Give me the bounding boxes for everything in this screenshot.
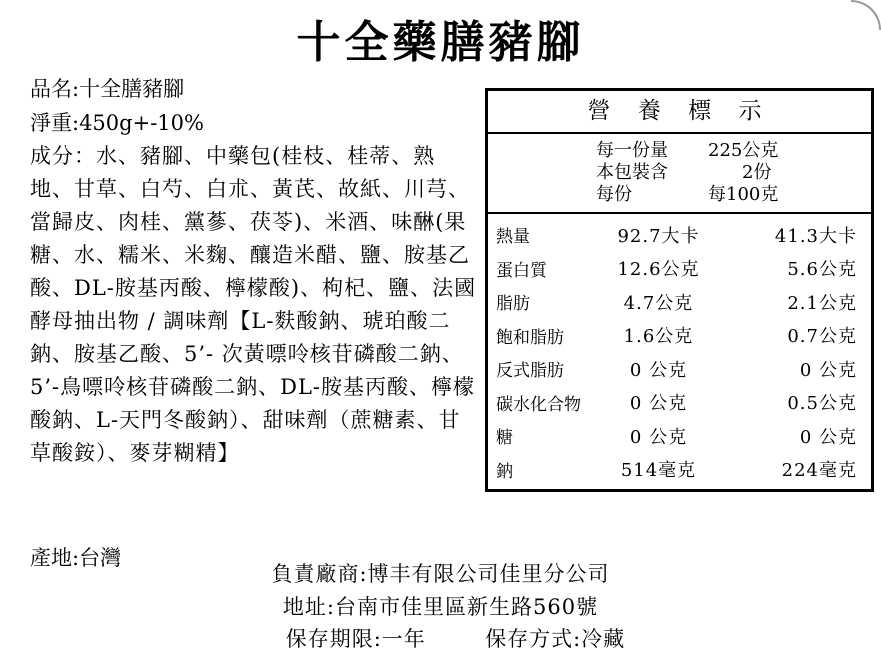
storage-method: 保存方式:冷藏 <box>485 627 626 651</box>
per-100g-value: 5.6公克 <box>787 259 857 281</box>
per-serving-value: 0 公克 <box>629 393 688 415</box>
ingredients-text: 成分：水、豬腳、中藥包(桂枝、桂蒂、熟地、甘草、白芍、白朮、黃芪、故紙、川芎、當歸皮、肉桂、黨蔘、茯苓)、米酒、味醂(果糖、水、糯米、米麴、釀造米醋、鹽、胺基乙酸、DL-胺基丙酸、檸檬酸)、枸杞、鹽、法國酵母抽出物 / 調味劑【L-麩酸鈉、琥珀酸二鈉、胺基乙酸、5’- 次黃嘌呤核苷磷酸二鈉、5’-鳥嘌呤核苷磷酸二鈉、DL-胺基丙酸、檸檬酸鈉、L-天門冬酸鈉）、甜味劑（蔗糖素、甘草酸銨）、麥芽糊精】 <box>30 144 477 465</box>
per-100g-value: 0 公克 <box>799 426 857 448</box>
nutrition-row <box>488 285 871 319</box>
serving-label: 每份 <box>596 184 632 205</box>
serving-label: 本包裝含 <box>596 162 668 183</box>
per-100g-value: 2.1公克 <box>787 292 857 314</box>
serving-value: 2份 <box>742 162 772 183</box>
serving-label: 每一份量 <box>596 140 668 161</box>
nutrition-facts-panel <box>485 88 874 492</box>
per-serving-value: 4.7公克 <box>623 292 694 314</box>
net-weight: 淨重:450g+-10% <box>30 111 204 135</box>
per-serving-value: 0 公克 <box>629 426 688 448</box>
storage-info <box>0 623 881 653</box>
per-serving-value: 514毫克 <box>620 460 697 482</box>
nutrient-name: 碳水化合物 <box>496 394 581 415</box>
nutrition-row <box>488 453 871 487</box>
nutrition-row <box>488 319 871 353</box>
nutrition-row <box>488 386 871 420</box>
nutrient-name: 飽和脂肪 <box>496 327 564 348</box>
per-serving-value: 1.6公克 <box>623 326 694 348</box>
per-100g-value: 224毫克 <box>781 460 857 482</box>
nutrition-row <box>488 419 871 453</box>
manufacturer: 負責廠商:博丰有限公司佳里分公司 <box>271 562 610 586</box>
nutrient-name: 脂肪 <box>496 294 530 315</box>
nutrient-name: 鈉 <box>496 461 513 482</box>
serving-row <box>596 184 871 206</box>
origin: 產地:台灣 <box>30 546 122 570</box>
serving-value: 225公克 <box>708 140 779 161</box>
serving-value: 每100克 <box>708 184 779 205</box>
nutrition-row <box>488 352 871 386</box>
nutrient-name: 熱量 <box>496 227 530 248</box>
per-serving-value: 0 公克 <box>629 359 688 381</box>
nutrition-rows <box>488 214 871 486</box>
nutrient-name: 反式脂肪 <box>496 361 564 382</box>
nutrition-title: 營 養 標 示 <box>488 91 871 134</box>
per-100g-value: 0.5公克 <box>787 393 857 415</box>
nutrient-name: 蛋白質 <box>496 260 547 281</box>
serving-row <box>596 162 871 184</box>
serving-info <box>488 134 871 214</box>
per-serving-value: 12.6公克 <box>617 259 700 281</box>
per-100g-value: 0 公克 <box>799 359 857 381</box>
product-title: 十全藥膳豬腳 <box>296 17 585 68</box>
nutrition-row <box>488 218 871 252</box>
serving-row <box>596 140 871 162</box>
per-serving-value: 92.7大卡 <box>617 225 700 247</box>
product-info <box>30 72 478 470</box>
per-100g-value: 41.3大卡 <box>774 225 857 247</box>
nutrient-name: 糖 <box>496 428 513 449</box>
nutrition-row <box>488 252 871 286</box>
per-100g-value: 0.7公克 <box>787 326 857 348</box>
product-name: 品名:十全膳豬腳 <box>30 77 185 101</box>
shelf-life: 保存期限:一年 <box>285 627 426 651</box>
address: 地址:台南市佳里區新生路560號 <box>282 595 599 619</box>
